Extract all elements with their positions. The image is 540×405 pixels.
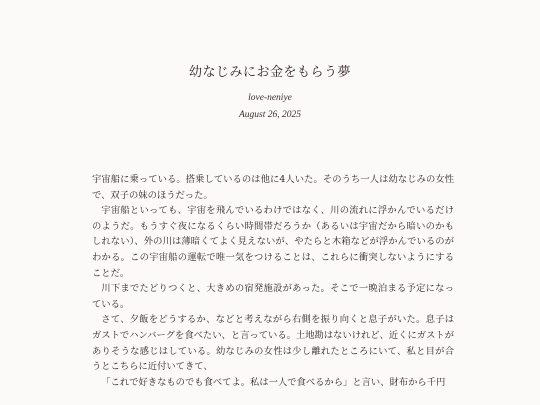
body-paragraph: さて、夕飯をどうするか、などと考えながら右側を振り向くと息子がいた。息子はガストでハンバーグを食べたい、と言っている。土地勘はないけれど、近くにガストがありそうな感じはしている。幼なじみの女性は少し離れたところにいて、私と目が合うとこちらに近付いてきて、 bbox=[92, 314, 454, 373]
document-body bbox=[92, 172, 454, 390]
document-author: love-neniye bbox=[248, 93, 292, 103]
document-title: 幼なじみにお金をもらう夢 bbox=[188, 65, 351, 80]
body-paragraph: 川下までたどりつくと、大きめの宿発施設があった。そこで一晩泊まる予定になっている。 bbox=[92, 283, 454, 310]
body-paragraph: 宇宙船といっても、宇宙を飛んでいるわけではなく、川の流れに浮かんでいるだけのようだ。もうすぐ夜になるくらい時間帯だろうか（あるいは宇宙だから暗いのかもしれない）、外の川は薄暗くてよく見えないが、やたらと木箱などが浮かんでいるのがわかる。この宇宙船の運転で唯一気をつけることは、これらに衝突しないようにすることだ。 bbox=[92, 205, 454, 279]
body-paragraph: 宇宙船に乗っている。搭乗しているのは他に4人いた。そのうち一人は幼なじみの女性で、双子の妹のほうだった。 bbox=[92, 174, 454, 201]
document-date: August 26, 2025 bbox=[238, 110, 301, 120]
body-paragraph: 「これで好きなものでも食べてよ。私は一人で食べるから」と言い、財布から千円 bbox=[101, 376, 446, 388]
